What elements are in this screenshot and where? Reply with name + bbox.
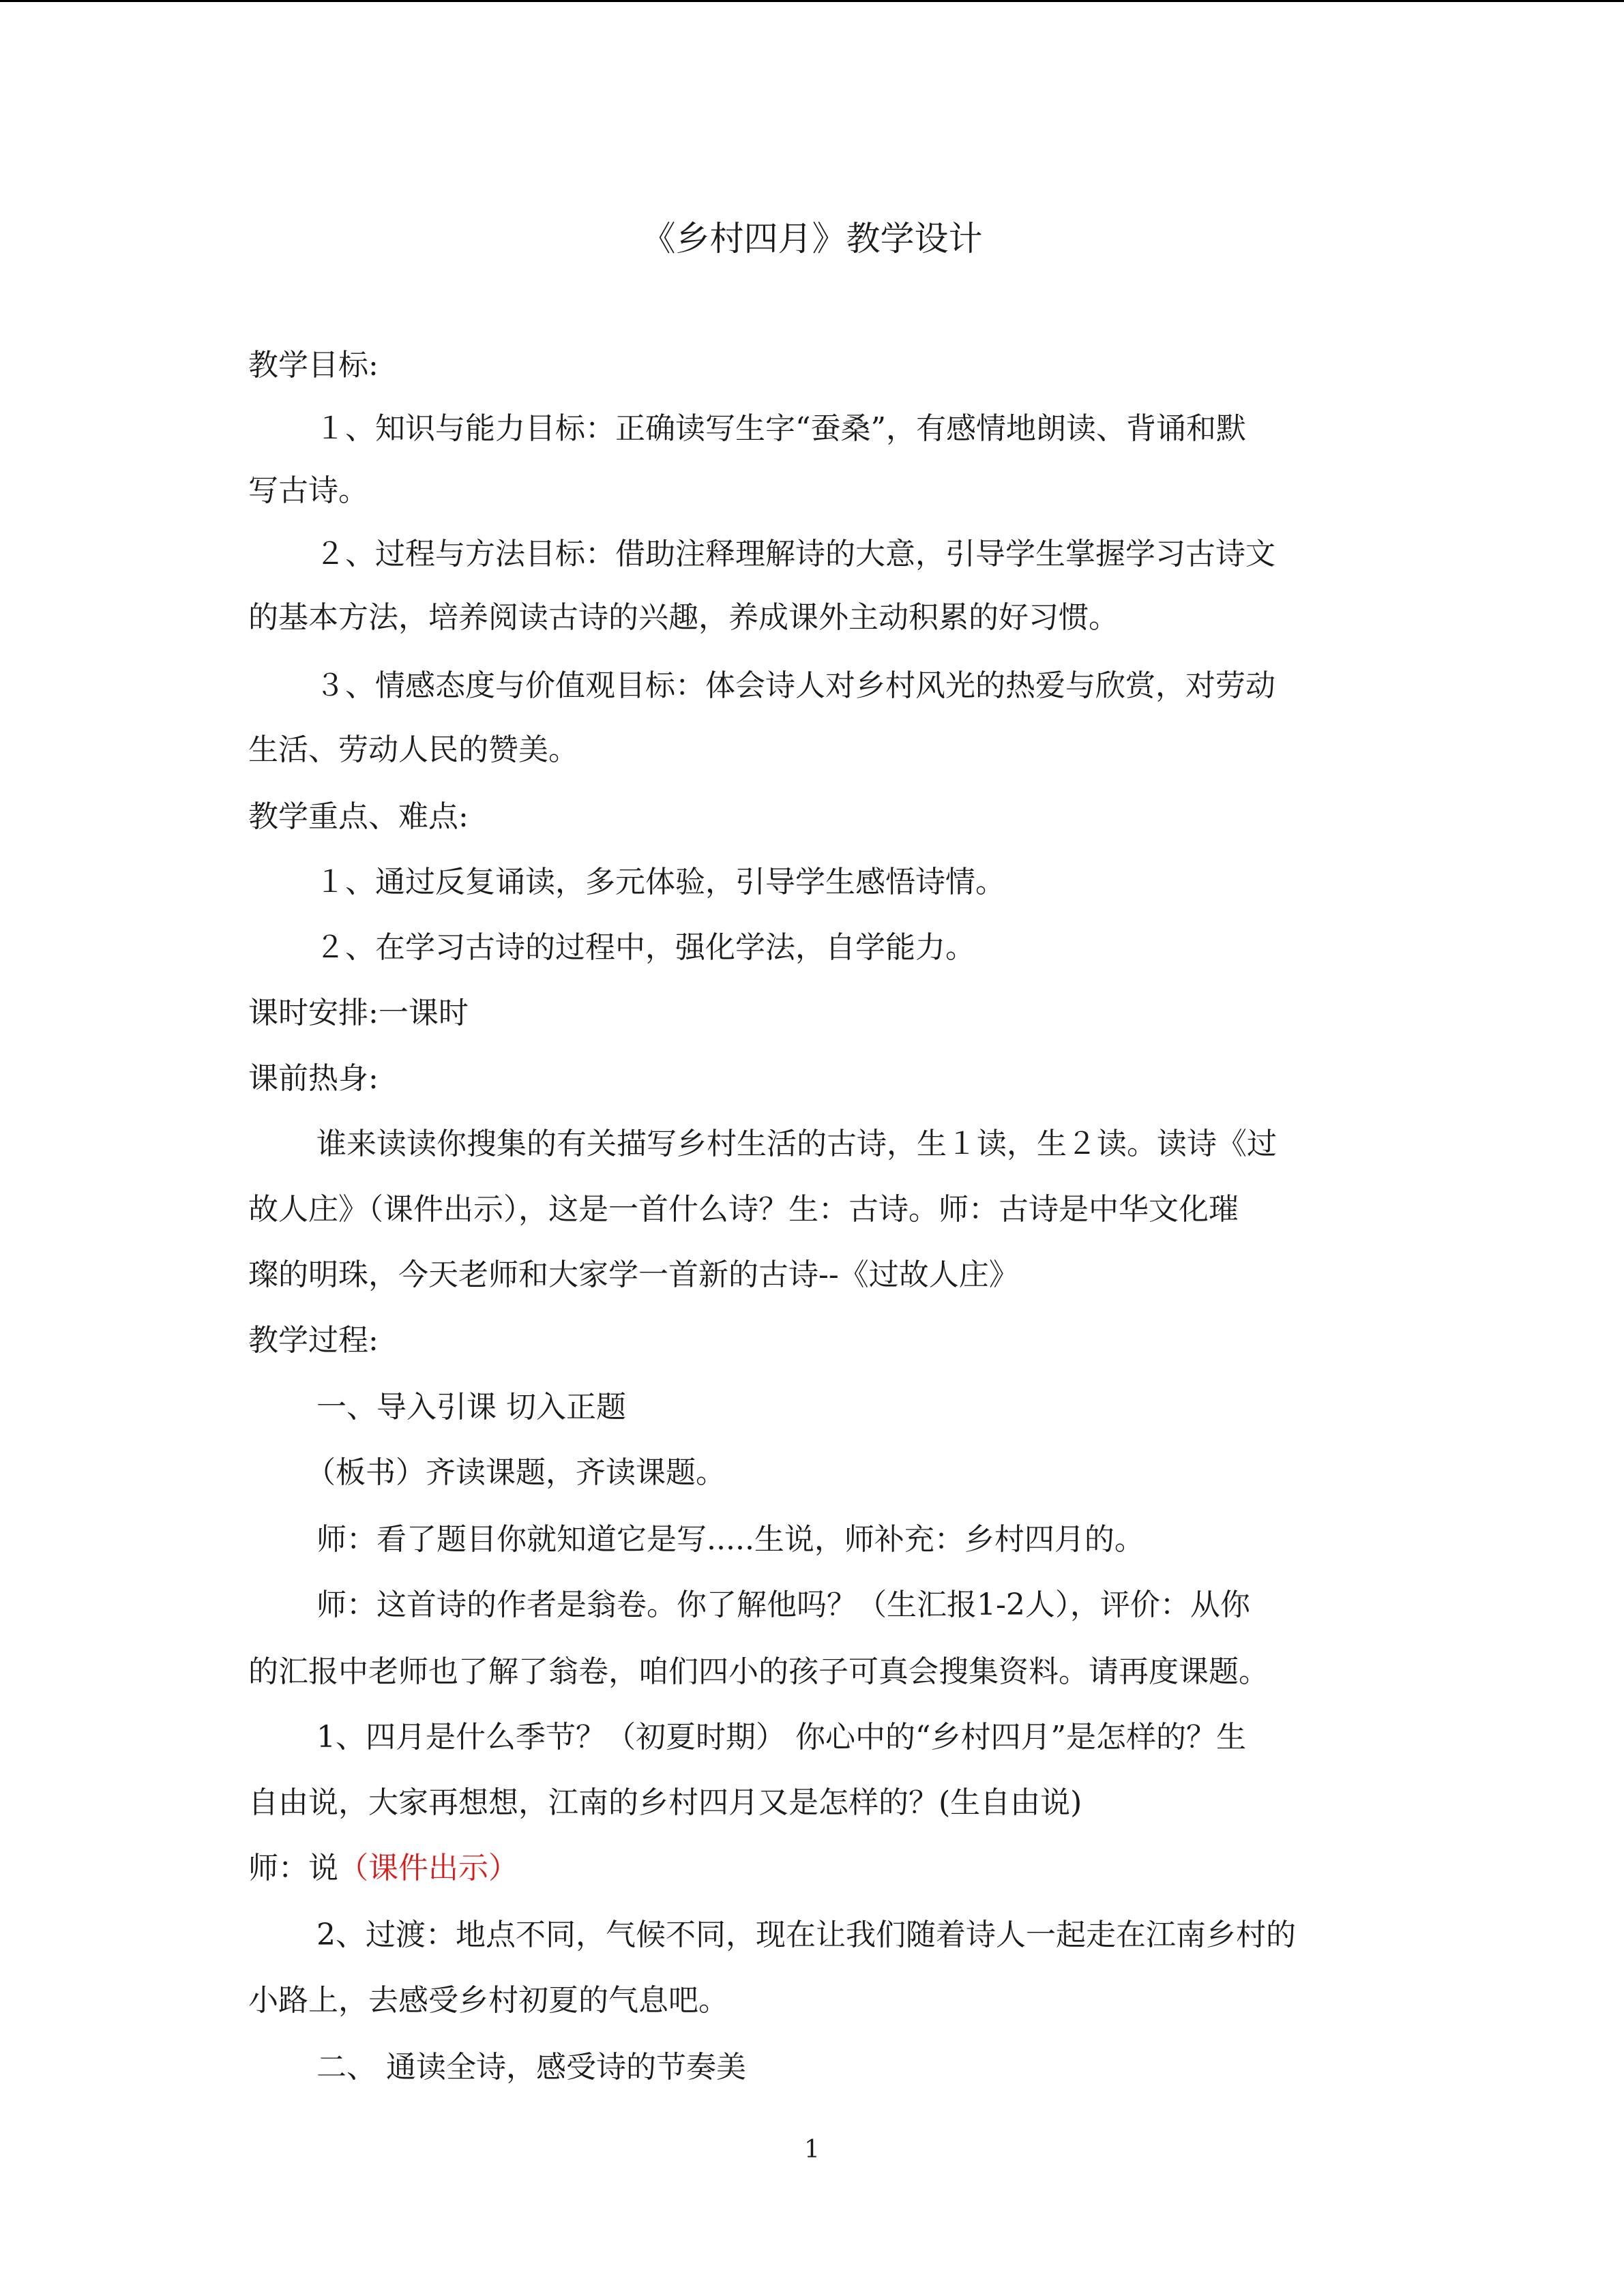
top-border-line bbox=[0, 0, 1624, 2]
paragraph-line: 二、 通读全诗，感受诗的节奏美 bbox=[316, 2050, 746, 2085]
paragraph-line: 写古诗。 bbox=[248, 473, 368, 508]
paragraph-line: 的汇报中老师也了解了翁卷，咱们四小的孩子可真会搜集资料。请再度课题。 bbox=[248, 1654, 1269, 1689]
paragraph-line: 的基本方法，培养阅读古诗的兴趣，养成课外主动积累的好习惯。 bbox=[248, 600, 1119, 635]
paragraph-line bbox=[248, 1847, 518, 1890]
paragraph-line: 小路上，去感受乡村初夏的气息吧。 bbox=[248, 1983, 728, 2018]
paragraph-line: 璨的明珠，今天老师和大家学一首新的古诗--《过故人庄》 bbox=[248, 1257, 1019, 1292]
teacher-says-text: 师：说 bbox=[248, 1851, 338, 1885]
section-heading-warmup: 课前热身: bbox=[248, 1061, 379, 1096]
paragraph-line: 谁来读读你搜集的有关描写乡村生活的古诗，生１读，生２读。读诗《过 bbox=[316, 1127, 1277, 1161]
section-heading-objectives: 教学目标: bbox=[248, 348, 379, 383]
paragraph-line: 生活、劳动人民的赞美。 bbox=[248, 732, 578, 767]
paragraph-line: １、知识与能力目标：正确读写生字“蚕桑”，有感情地朗读、背诵和默 bbox=[315, 411, 1246, 446]
paragraph-line: １、通过反复诵读，多元体验，引导学生感悟诗情。 bbox=[315, 865, 1005, 899]
document-title: 《乡村四月》教学设计 bbox=[641, 219, 983, 258]
paragraph-line: 2、过渡：地点不同，气候不同，现在让我们随着诗人一起走在江南乡村的 bbox=[316, 1918, 1296, 1952]
paragraph-line: （板书）齐读课题，齐读课题。 bbox=[306, 1455, 726, 1490]
paragraph-line: 1、四月是什么季节？（初夏时期） 你心中的“乡村四月”是怎样的？生 bbox=[316, 1720, 1246, 1755]
paragraph-line: ２、过程与方法目标：借助注释理解诗的大意，引导学生掌握学习古诗文 bbox=[315, 537, 1275, 571]
paragraph-line: 师：这首诗的作者是翁卷。你了解他吗？（生汇报1-2人），评价：从你 bbox=[316, 1587, 1250, 1622]
section-heading-process: 教学过程: bbox=[248, 1323, 379, 1358]
paragraph-line: 故人庄》（课件出示），这是一首什么诗？生：古诗。师：古诗是中华文化璀 bbox=[248, 1192, 1239, 1227]
paragraph-line: ２、在学习古诗的过程中，强化学法，自学能力。 bbox=[315, 930, 975, 965]
paragraph-line: ３、情感态度与价值观目标：体会诗人对乡村风光的热爱与欣赏，对劳动 bbox=[315, 668, 1275, 703]
paragraph-line: 师：看了题目你就知道它是写.....生说，师补充：乡村四月的。 bbox=[316, 1522, 1145, 1557]
section-heading-schedule: 课时安排:一课时 bbox=[248, 996, 469, 1030]
page-number: 1 bbox=[804, 2136, 820, 2164]
section-heading-key-points: 教学重点、难点: bbox=[248, 799, 469, 834]
paragraph-line: 一、导入引课 切入正题 bbox=[316, 1390, 626, 1425]
paragraph-line: 自由说，大家再想想，江南的乡村四月又是怎样的？(生自由说) bbox=[248, 1785, 1082, 1820]
courseware-note: （课件出示） bbox=[338, 1851, 518, 1885]
